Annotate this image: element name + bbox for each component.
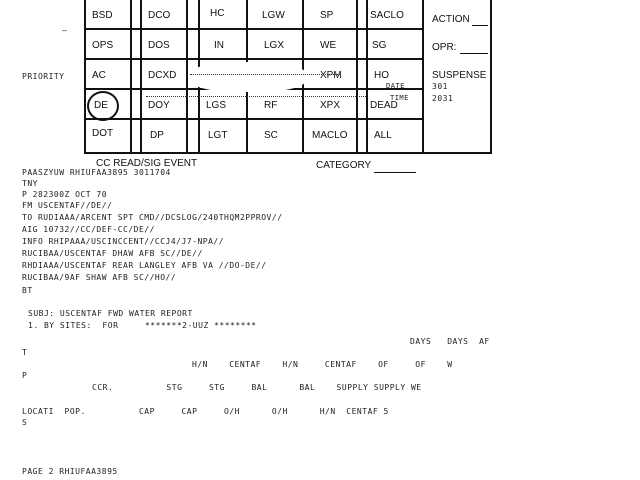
dotted-strip	[146, 96, 366, 97]
office-lgs: LGS	[206, 100, 227, 111]
action-panel	[422, 0, 492, 152]
category-label: CATEGORY	[316, 160, 372, 171]
grid-hline	[86, 28, 422, 30]
msg-addressee-1: RUCIBAA/USCENTAF DHAW AFB SC//DE//	[22, 249, 203, 258]
smudge	[190, 62, 306, 92]
time-label: TIME	[390, 94, 409, 102]
office-doy: DOY	[148, 100, 170, 111]
margin-mark-s: S	[22, 418, 28, 427]
msg-bt: BT	[22, 286, 33, 295]
grid-vline	[366, 0, 368, 152]
opr-blank	[460, 53, 488, 54]
msg-addressee-3: RUCIBAA/9AF SHAW AFB SC//HO//	[22, 273, 177, 282]
msg-to: TO RUDIAAA/ARCENT SPT CMD//DCSLOG/240THQM2PPROV//	[22, 213, 283, 222]
col-header-stg: CCR. STG STG BAL BAL SUPPLY SUPPLY WE	[92, 383, 422, 392]
opr-label: OPR:	[432, 42, 457, 53]
office-dos: DOS	[148, 40, 170, 51]
office-xpx: XPX	[320, 100, 341, 111]
msg-info: INFO RHIPAAA/USCINCCENT//CCJ4/J7-NPA//	[22, 237, 225, 246]
office-de: DE	[94, 100, 108, 111]
office-maclo: MACLO	[312, 130, 348, 141]
grid-vline	[186, 0, 188, 152]
office-sc: SC	[264, 130, 278, 141]
dotted-strip	[190, 74, 340, 75]
msg-subject: SUBJ: USCENTAF FWD WATER REPORT	[28, 309, 193, 318]
margin-mark-p: P	[22, 371, 28, 380]
office-dco: DCO	[148, 10, 171, 21]
office-sg: SG	[372, 40, 387, 51]
col-header-hn: H/N CENTAF H/N CENTAF OF OF W	[192, 360, 453, 369]
grid-hline	[86, 118, 422, 120]
grid-hline	[86, 58, 422, 60]
date-label: DATE	[386, 82, 405, 90]
margin-mark-t: T	[22, 348, 28, 357]
msg-from: FM USCENTAF//DE//	[22, 201, 113, 210]
office-dcxd: DCXD	[148, 70, 177, 81]
grid-vline	[356, 0, 358, 152]
office-we: WE	[320, 40, 337, 51]
office-hc: HC	[210, 8, 225, 19]
office-lgt: LGT	[208, 130, 228, 141]
priority-label: PRIORITY	[22, 72, 65, 81]
office-ac: AC	[92, 70, 106, 81]
action-label: ACTION	[432, 14, 470, 25]
msg-header-2: TNY	[22, 179, 38, 188]
office-dead: DEAD	[370, 100, 398, 111]
cc-read-sig-label: CC READ/SIG EVENT	[96, 158, 198, 169]
col-header-location: LOCATI POP. CAP CAP O/H O/H H/N CENTAF 5	[22, 407, 389, 416]
office-dp: DP	[150, 130, 164, 141]
grid-vline	[130, 0, 132, 152]
office-sp: SP	[320, 10, 334, 21]
circle-mark	[87, 91, 119, 121]
msg-aig: AIG 10732//CC/DEF-CC/DE//	[22, 225, 155, 234]
office-ho: HO	[374, 70, 389, 81]
action-blank	[472, 25, 488, 26]
col-header-days: DAYS DAYS AF	[410, 337, 490, 346]
msg-header-1: PAASZYUW RHIUFAA3895 3011704	[22, 168, 171, 177]
suspense-label: SUSPENSE	[432, 70, 487, 81]
office-lgx: LGX	[264, 40, 285, 51]
office-all: ALL	[374, 130, 392, 141]
office-ops: OPS	[92, 40, 114, 51]
office-saclo: SACLO	[370, 10, 404, 21]
grid-vline	[140, 0, 142, 152]
routing-slip	[84, 0, 492, 154]
office-rf: RF	[264, 100, 278, 111]
msg-addressee-2: RHDIAAA/USCENTAF REAR LANGLEY AFB VA //DO-DE//	[22, 261, 267, 270]
margin-tick: —	[62, 26, 68, 35]
office-bsd: BSD	[92, 10, 113, 21]
suspense-date-value: 301	[432, 82, 448, 91]
office-in: IN	[214, 40, 224, 51]
office-xpm: XPM	[320, 70, 342, 81]
msg-paragraph-1: 1. BY SITES: FOR *******2-UUZ ********	[28, 321, 257, 330]
msg-dtg: P 282300Z OCT 70	[22, 190, 108, 199]
page-footer: PAGE 2 RHIUFAA3895	[22, 467, 118, 476]
office-dot: DOT	[92, 128, 114, 139]
suspense-time-value: 2031	[432, 94, 454, 103]
office-lgw: LGW	[262, 10, 285, 21]
category-blank	[374, 172, 416, 173]
